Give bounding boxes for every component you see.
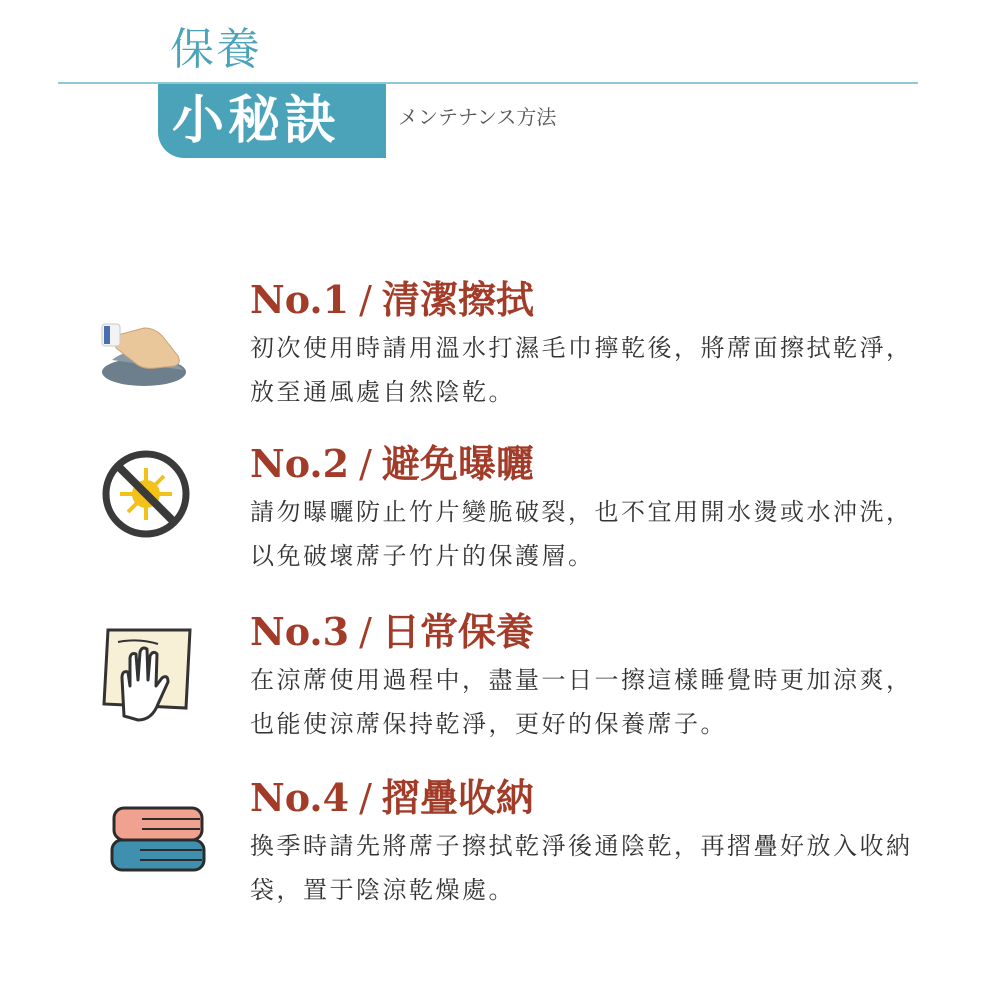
page-title-main: 小秘訣 xyxy=(172,90,341,151)
tip-heading-1: No.1 / 清潔擦拭 xyxy=(250,277,534,322)
tip-heading-4: No.4 / 摺疊收納 xyxy=(250,775,534,820)
page-subtitle: メンテナンス方法 xyxy=(398,105,557,129)
no-sun-icon xyxy=(98,446,194,542)
hand-cloth-icon xyxy=(98,624,194,720)
page-title-small: 保養 xyxy=(170,24,262,75)
wiping-hand-icon xyxy=(98,298,194,394)
tip-desc-4: 換季時請先將蓆子擦拭乾淨後通陰乾，再摺疊好放入收納袋，置于陰涼乾燥處。 xyxy=(250,832,913,904)
tip-desc-1: 初次使用時請用溫水打濕毛巾擰乾後，將蓆面擦拭乾淨，放至通風處自然陰乾。 xyxy=(250,334,913,406)
folded-towels-icon xyxy=(98,798,194,894)
tip-desc-3: 在涼蓆使用過程中，盡量一日一擦這樣睡覺時更加涼爽，也能使涼蓆保持乾淨，更好的保養蓆子。 xyxy=(250,666,913,738)
tip-desc-2: 請勿曝曬防止竹片變脆破裂，也不宜用開水燙或水沖洗，以免破壞蓆子竹片的保護層。 xyxy=(250,498,913,570)
tip-heading-3: No.3 / 日常保養 xyxy=(250,609,534,654)
tip-heading-2: No.2 / 避免曝曬 xyxy=(250,441,534,486)
